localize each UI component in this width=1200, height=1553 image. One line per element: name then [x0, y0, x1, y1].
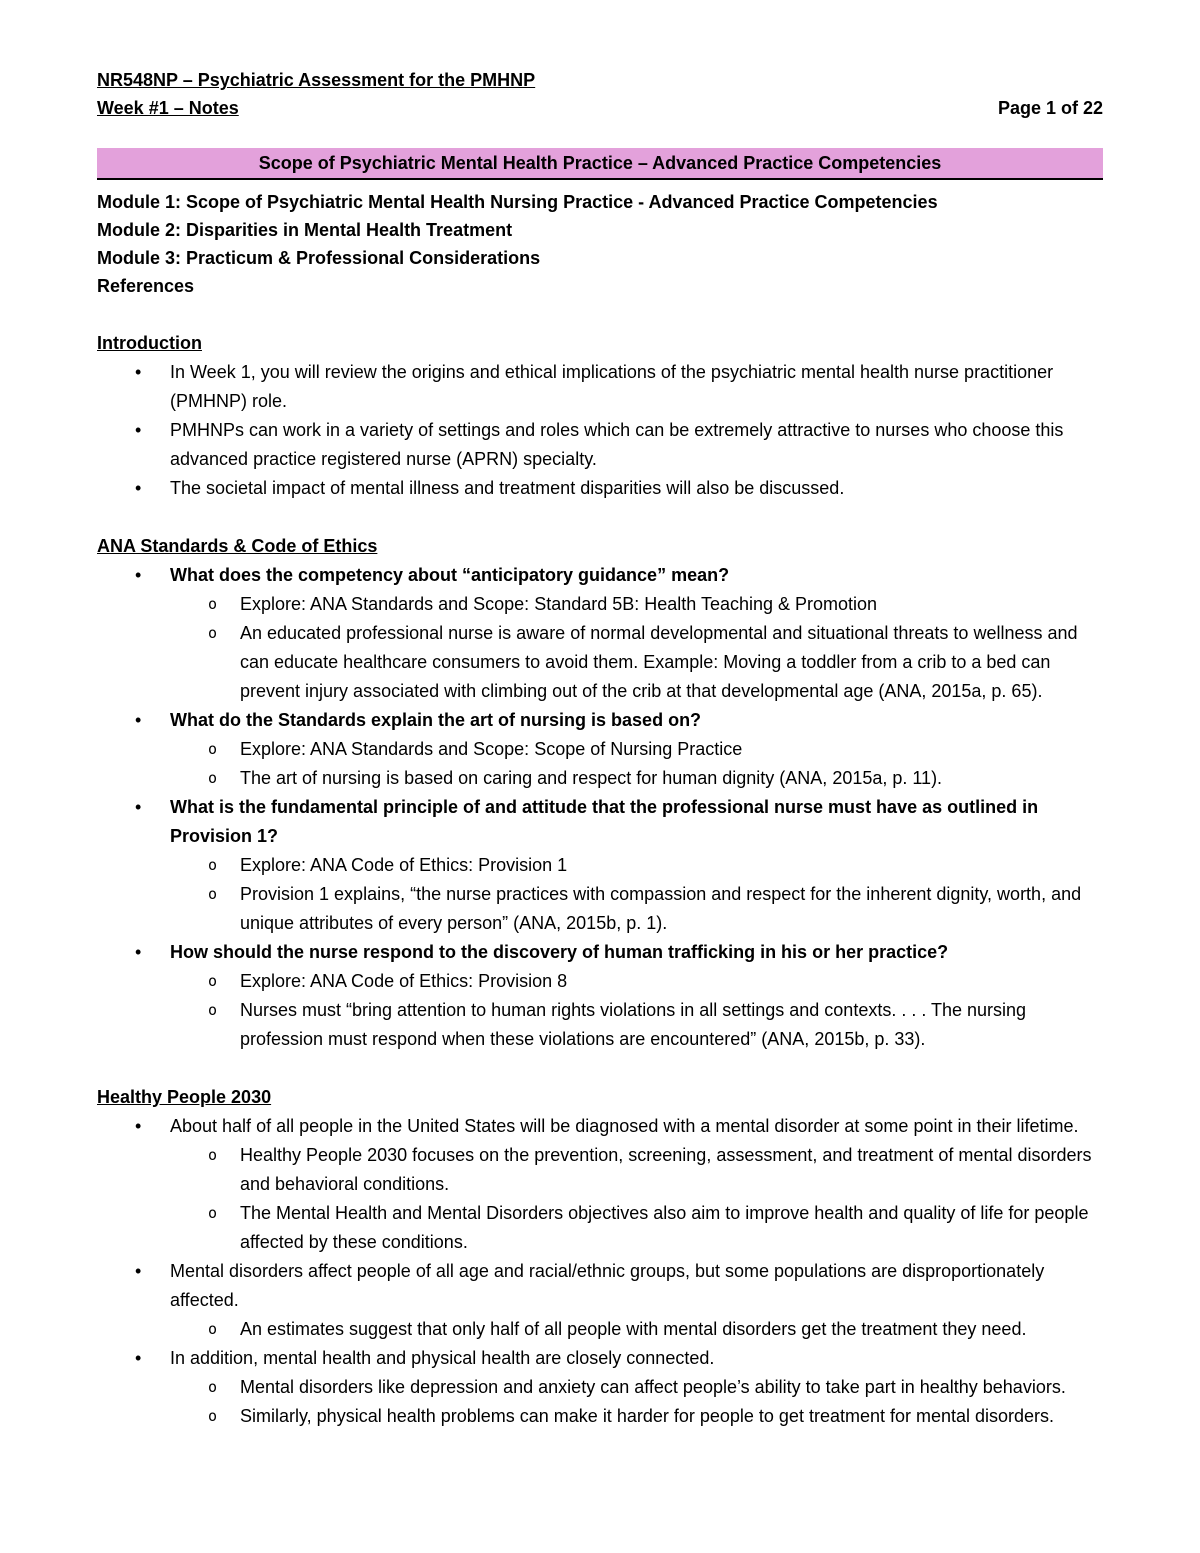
- bullet-text: What is the fundamental principle of and attitude that the professional nurse must have as outlined in Provision 1?: [170, 797, 1039, 846]
- bullet-item: [135, 474, 1103, 503]
- module-item: Module 3: Practicum & Professional Considerations: [97, 248, 541, 268]
- sub-bullet-list: [208, 735, 1103, 793]
- sub-bullet-text: Explore: ANA Standards and Scope: Standard 5B: Health Teaching & Promotion: [240, 594, 878, 614]
- sub-bullet-list: [208, 590, 1103, 706]
- sub-bullet-text: An educated professional nurse is aware of normal developmental and situational threats to wellness and can educate healthcare consumers to avoid them. Example: Moving a toddler from a crib to a bed can prevent injury associated with climbing out of the crib at that developmental age (ANA, 2015a, p. 65).: [240, 623, 1078, 701]
- sub-bullet-list: [208, 851, 1103, 938]
- module-item: Module 1: Scope of Psychiatric Mental Health Nursing Practice - Advanced Practice Competencies: [97, 192, 938, 212]
- bullet-text: About half of all people in the United States will be diagnosed with a mental disorder at some point in their lifetime.: [170, 1116, 1079, 1136]
- sub-bullet-item: [208, 851, 1103, 880]
- circle-bullet-icon: o: [208, 856, 218, 874]
- sub-bullet-text: Explore: ANA Standards and Scope: Scope of Nursing Practice: [240, 739, 743, 759]
- sub-bullet-list: [208, 967, 1103, 1054]
- circle-bullet-icon: o: [208, 1146, 218, 1164]
- sub-bullet-item: [208, 619, 1103, 706]
- bullet-text: How should the nurse respond to the discovery of human trafficking in his or her practice?: [170, 942, 949, 962]
- references-label: References: [97, 276, 195, 296]
- bullet-item: [135, 561, 1103, 706]
- bullet-text: In Week 1, you will review the origins and ethical implications of the psychiatric mental health nurse practitioner (PMHNP) role.: [170, 362, 1054, 411]
- sub-bullet-list: [208, 1373, 1103, 1431]
- bullet-icon: •: [135, 710, 142, 730]
- circle-bullet-icon: o: [208, 1204, 218, 1222]
- bullet-icon: •: [135, 1116, 142, 1136]
- bullet-icon: •: [135, 420, 142, 440]
- sub-bullet-text: Mental disorders like depression and anxiety can affect people’s ability to take part in healthy behaviors.: [240, 1377, 1066, 1397]
- circle-bullet-icon: o: [208, 740, 218, 758]
- sub-bullet-text: Explore: ANA Code of Ethics: Provision 8: [240, 971, 568, 991]
- bullet-item: [135, 706, 1103, 793]
- sub-bullet-list: [208, 1141, 1103, 1257]
- sub-bullet-item: [208, 590, 1103, 619]
- circle-bullet-icon: o: [208, 1378, 218, 1396]
- sub-bullet-item: [208, 1141, 1103, 1199]
- circle-bullet-icon: o: [208, 1001, 218, 1019]
- sub-bullet-item: [208, 967, 1103, 996]
- sub-bullet-item: [208, 880, 1103, 938]
- sub-bullet-list: [208, 1315, 1103, 1344]
- bullet-list: [135, 561, 1103, 1054]
- sub-bullet-item: [208, 1402, 1103, 1431]
- bullet-item: [135, 793, 1103, 938]
- section-healthy-people-2030: [97, 1083, 1103, 1431]
- bullet-text: In addition, mental health and physical health are closely connected.: [170, 1348, 715, 1368]
- bullet-list: [135, 1112, 1103, 1431]
- circle-bullet-icon: o: [208, 769, 218, 787]
- bullet-list: [135, 358, 1103, 503]
- bullet-item: [135, 1112, 1103, 1257]
- section-ana-standards: [97, 532, 1103, 1054]
- section-introduction: [97, 329, 1103, 503]
- module-list: [97, 188, 1103, 300]
- section-heading: Healthy People 2030: [97, 1087, 272, 1107]
- bullet-icon: •: [135, 362, 142, 382]
- sub-bullet-text: Nurses must “bring attention to human rights violations in all settings and contexts. . . . The nursing profession must respond when these violations are encountered” (ANA, 2015b, p. 33).: [240, 1000, 1027, 1049]
- week-title: Week #1 – Notes: [97, 98, 239, 118]
- sub-bullet-item: [208, 1199, 1103, 1257]
- bullet-text: What do the Standards explain the art of nursing is based on?: [170, 710, 702, 730]
- sub-bullet-text: The Mental Health and Mental Disorders objectives also aim to improve health and quality of life for people affected by these conditions.: [240, 1203, 1089, 1252]
- document-header: [97, 66, 1103, 122]
- sub-bullet-text: Provision 1 explains, “the nurse practices with compassion and respect for the inherent dignity, worth, and unique attributes of every person” (ANA, 2015b, p. 1).: [240, 884, 1082, 933]
- bullet-icon: •: [135, 942, 142, 962]
- bullet-icon: •: [135, 1348, 142, 1368]
- bullet-icon: •: [135, 797, 142, 817]
- section-heading: ANA Standards & Code of Ethics: [97, 536, 378, 556]
- bullet-text: What does the competency about “anticipatory guidance” mean?: [170, 565, 730, 585]
- bullet-icon: •: [135, 565, 142, 585]
- sub-bullet-item: [208, 764, 1103, 793]
- circle-bullet-icon: o: [208, 972, 218, 990]
- section-heading: Introduction: [97, 333, 202, 353]
- page-number: Page 1 of 22: [997, 98, 1103, 118]
- bullet-item: [135, 1257, 1103, 1344]
- course-title: NR548NP – Psychiatric Assessment for the PMHNP: [97, 70, 536, 90]
- sub-bullet-item: [208, 1373, 1103, 1402]
- sub-bullet-item: [208, 1315, 1103, 1344]
- sub-bullet-text: Similarly, physical health problems can make it harder for people to get treatment for mental disorders.: [240, 1406, 1055, 1426]
- circle-bullet-icon: o: [208, 885, 218, 903]
- circle-bullet-icon: o: [208, 1320, 218, 1338]
- circle-bullet-icon: o: [208, 1407, 218, 1425]
- bullet-item: [135, 1344, 1103, 1431]
- bullet-text: The societal impact of mental illness and treatment disparities will also be discussed.: [170, 478, 845, 498]
- bullet-icon: •: [135, 1261, 142, 1281]
- sub-bullet-text: The art of nursing is based on caring and respect for human dignity (ANA, 2015a, p. 11).: [240, 768, 943, 788]
- banner-title: Scope of Psychiatric Mental Health Practice – Advanced Practice Competencies: [258, 153, 942, 173]
- sub-bullet-item: [208, 735, 1103, 764]
- bullet-text: PMHNPs can work in a variety of settings and roles which can be extremely attractive to nurses who choose this advanced practice registered nurse (APRN) specialty.: [170, 420, 1064, 469]
- bullet-item: [135, 358, 1103, 416]
- bullet-text: Mental disorders affect people of all age and racial/ethnic groups, but some populations are disproportionately affected.: [170, 1261, 1045, 1310]
- bullet-item: [135, 416, 1103, 474]
- bullet-icon: •: [135, 478, 142, 498]
- circle-bullet-icon: o: [208, 595, 218, 613]
- section-banner: [97, 148, 1103, 180]
- bullet-item: [135, 938, 1103, 1054]
- sub-bullet-text: An estimates suggest that only half of all people with mental disorders get the treatment they need.: [240, 1319, 1027, 1339]
- sub-bullet-text: Explore: ANA Code of Ethics: Provision 1: [240, 855, 568, 875]
- sub-bullet-item: [208, 996, 1103, 1054]
- module-item: Module 2: Disparities in Mental Health Treatment: [97, 220, 513, 240]
- sub-bullet-text: Healthy People 2030 focuses on the prevention, screening, assessment, and treatment of mental disorders and behavioral conditions.: [240, 1145, 1092, 1194]
- circle-bullet-icon: o: [208, 624, 218, 642]
